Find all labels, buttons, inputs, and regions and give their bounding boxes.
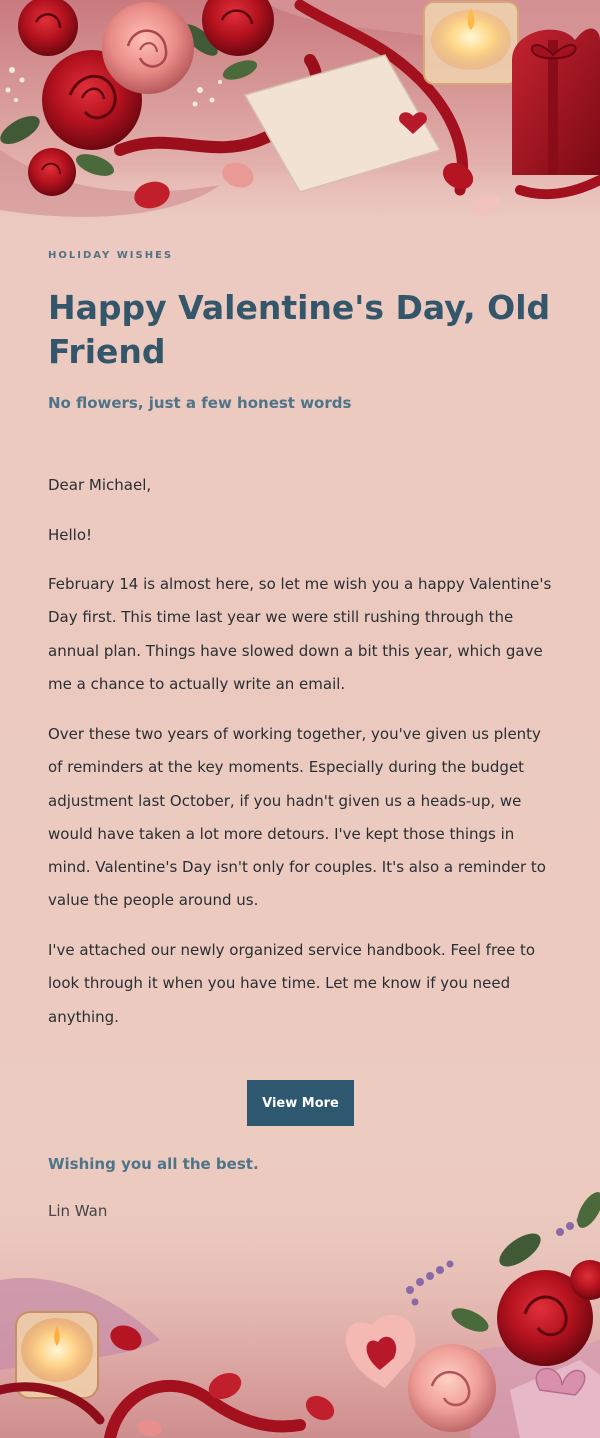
body-paragraph: February 14 is almost here, so let me wish you a happy Valentine's Day first. This time last year we were still rushing through the annual plan. Things have slowed down a bit this year, which gave me a chance to actually write an email.	[48, 575, 552, 693]
greeting-line: Dear Michael,	[48, 476, 152, 494]
view-more-button[interactable]: View More	[247, 1080, 354, 1126]
body-paragraph: Over these two years of working together, you've given us plenty of reminders at the key moments. Especially during the budget adjustment last October, if you hadn't given us a heads-up, we would have taken a lot more detours. I've kept those things in mind. Valentine's Day isn't only for couples. It's also a reminder to value the people around us.	[48, 725, 546, 910]
pink-rose-icon	[408, 1344, 496, 1432]
candle-icon	[424, 2, 518, 84]
email-subtitle: No flowers, just a few honest words	[48, 394, 352, 412]
gift-box-icon	[512, 28, 600, 175]
footer-decoration	[0, 1190, 600, 1438]
signoff-line: Wishing you all the best.	[48, 1155, 259, 1173]
body-paragraph: I've attached our newly organized service handbook. Feel free to look through it when you have time. Let me know if you need anything.	[48, 941, 536, 1026]
header-decoration	[0, 0, 600, 235]
pink-rose-icon	[102, 2, 194, 94]
hello-line: Hello!	[48, 526, 93, 544]
eyebrow-label: HOLIDAY WISHES	[48, 250, 174, 261]
email-title: Happy Valentine's Day, Old Friend	[48, 288, 551, 371]
